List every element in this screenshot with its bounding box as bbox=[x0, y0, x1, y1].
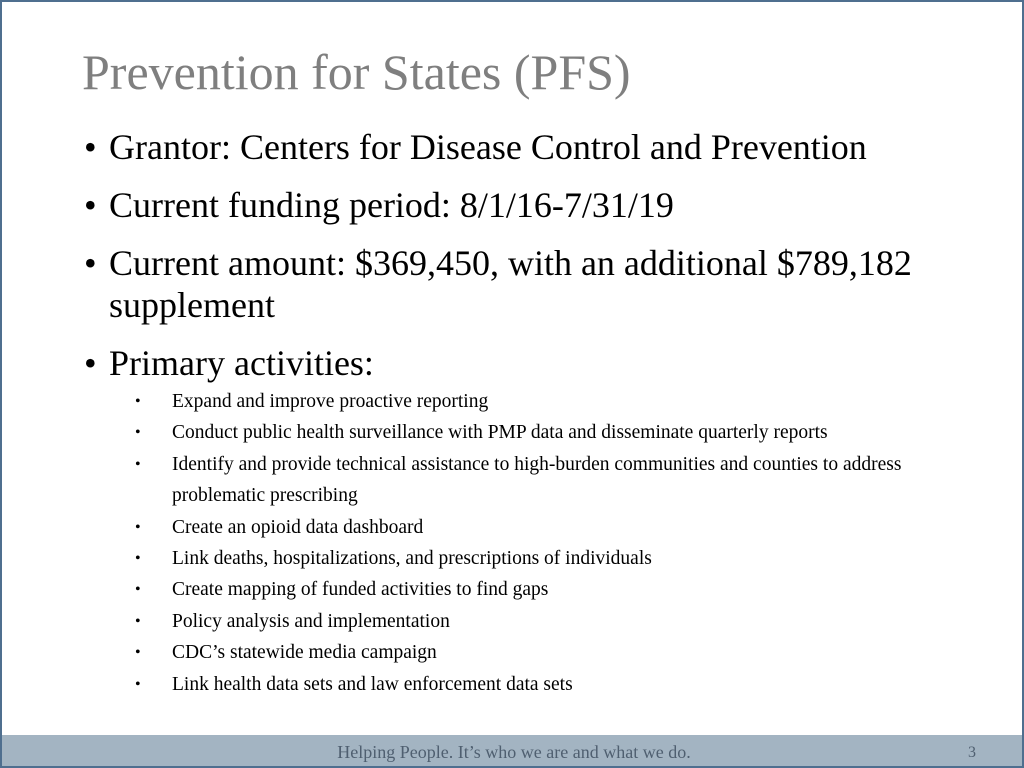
activity-item bbox=[109, 606, 974, 637]
activity-item bbox=[109, 637, 974, 668]
activity-text: Policy analysis and implementation bbox=[172, 610, 450, 632]
activity-text: Conduct public health surveillance with PMP data and disseminate quarterly reports bbox=[172, 422, 828, 444]
bullet-marker: • bbox=[84, 185, 97, 225]
activity-text: Create mapping of funded activities to find gaps bbox=[172, 579, 549, 601]
sub-bullet-marker: • bbox=[135, 581, 141, 599]
bullet-text: Current amount: $369,450, with an additional $789,182 supplement bbox=[109, 243, 912, 325]
sub-bullet-marker: • bbox=[135, 612, 141, 630]
activities-list bbox=[109, 386, 974, 700]
activity-text: Create an opioid data dashboard bbox=[172, 516, 424, 538]
activity-text: Link health data sets and law enforcement data sets bbox=[172, 673, 573, 695]
footer-tagline: Helping People. It’s who we are and what we do. bbox=[337, 742, 691, 762]
sub-bullet-marker: • bbox=[135, 675, 141, 693]
bullet-grantor bbox=[84, 126, 974, 168]
bullet-primary-activities bbox=[84, 342, 974, 700]
sub-bullet-marker: • bbox=[135, 550, 141, 568]
sub-bullet-marker: • bbox=[135, 644, 141, 662]
bullet-text: Grantor: Centers for Disease Control and Prevention bbox=[109, 127, 867, 167]
bullet-current-amount bbox=[84, 242, 974, 326]
bullet-list bbox=[84, 126, 974, 700]
page-number: 3 bbox=[968, 744, 976, 761]
activity-text: Identify and provide technical assistance to high-burden communities and counties to address problematic prescribing bbox=[172, 453, 902, 507]
activity-item bbox=[109, 574, 974, 605]
activity-item bbox=[109, 417, 974, 448]
bullet-text: Current funding period: 8/1/16-7/31/19 bbox=[109, 185, 674, 225]
bullet-funding-period bbox=[84, 184, 974, 226]
activity-text: Link deaths, hospitalizations, and prescriptions of individuals bbox=[172, 548, 652, 570]
activity-item bbox=[109, 669, 974, 700]
sub-bullet-marker: • bbox=[135, 393, 141, 410]
sub-bullet-marker: • bbox=[135, 424, 141, 442]
sub-bullet-marker: • bbox=[135, 455, 141, 473]
sub-bullet-marker: • bbox=[135, 518, 141, 536]
bullet-marker: • bbox=[84, 127, 97, 167]
bullet-marker: • bbox=[84, 243, 97, 283]
bullet-text: Primary activities: bbox=[109, 343, 374, 383]
activity-text: Expand and improve proactive reporting bbox=[172, 391, 489, 412]
activity-item bbox=[109, 386, 974, 417]
activity-item bbox=[109, 449, 974, 512]
slide-title: Prevention for States (PFS) bbox=[82, 44, 631, 100]
activity-text: CDC’s statewide media campaign bbox=[172, 642, 437, 664]
bullet-marker: • bbox=[84, 343, 97, 383]
activity-item bbox=[109, 512, 974, 543]
activity-item bbox=[109, 543, 974, 574]
